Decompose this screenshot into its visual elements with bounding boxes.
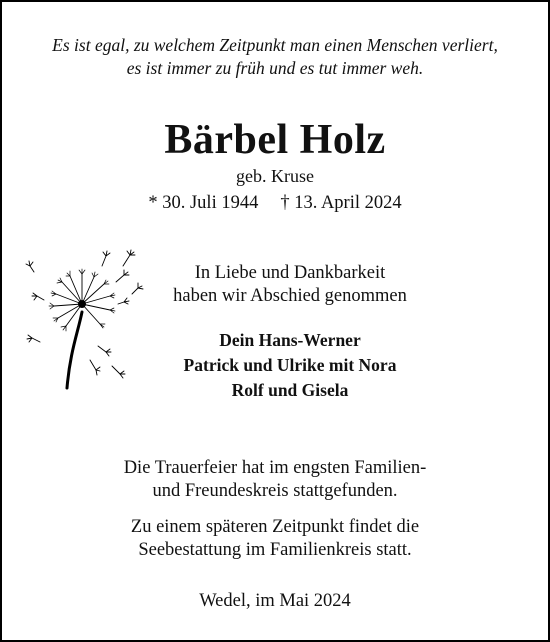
burial-notice <box>2 516 548 562</box>
birth-date: * 30. Juli 1944 <box>148 193 259 213</box>
farewell-line-1: In Liebe und Dankbarkeit <box>194 263 386 283</box>
mourners-list <box>120 328 460 403</box>
memorial-quote <box>2 34 548 80</box>
mourner-item: Patrick und Ulrike mit Nora <box>183 355 397 375</box>
deceased-name: Bärbel Holz <box>164 117 386 163</box>
funeral-line-1: Die Trauerfeier hat im engsten Familien- <box>123 458 427 478</box>
farewell-line-2: haben wir Abschied genommen <box>173 286 407 306</box>
place-date: Wedel, im Mai 2024 <box>199 591 351 611</box>
funeral-line-2: und Freundeskreis stattgefunden. <box>152 481 398 501</box>
farewell-text <box>120 262 460 308</box>
death-date: † 13. April 2024 <box>280 193 402 213</box>
born-name: geb. Kruse <box>236 166 314 186</box>
burial-line-2: Seebestattung im Familienkreis statt. <box>138 540 412 560</box>
life-dates <box>2 192 548 214</box>
quote-line-1: Es ist egal, zu welchem Zeitpunkt man einen Menschen verliert, <box>52 35 498 55</box>
burial-line-1: Zu einem späteren Zeitpunkt findet die <box>130 517 420 537</box>
quote-line-2: es ist immer zu früh und es tut immer weh. <box>126 58 424 78</box>
mourner-item: Rolf und Gisela <box>231 380 349 400</box>
funeral-notice <box>2 457 548 503</box>
mourner-item: Dein Hans-Werner <box>219 330 361 350</box>
